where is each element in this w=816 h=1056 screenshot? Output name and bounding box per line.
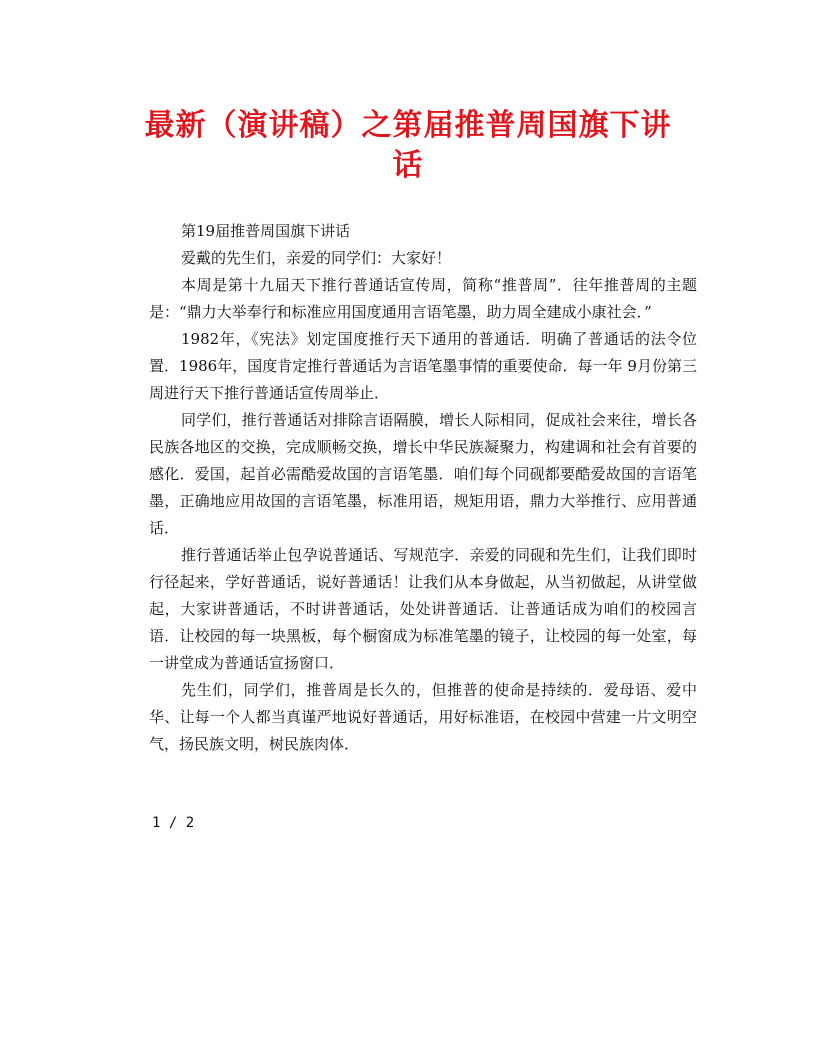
paragraph: 同学们，推行普通话对排除言语隔膜，增长人际相同，促成社会来往，增长各民族各地区的交换，完成顺畅交换，增长中华民族凝聚力，构建调和社会有首要的感化．爱国，起首必需酷爱故国的言语笔墨．咱们每个同砚都要酷爱故国的言语笔墨，正确地应用故国的言语笔墨，标准用语，规矩用语，鼎力大举推行、应用普通话． [149, 411, 697, 537]
document-body [149, 218, 697, 758]
paragraph-subtitle: 第19届推普周国旗下讲话 [181, 222, 351, 240]
page-number: 1 / 2 [152, 815, 195, 831]
page-title-line-1: 最新（演讲稿）之第届推普周国旗下讲 [144, 108, 672, 143]
paragraph: 推行普通话举止包孕说普通话、写规范字．亲爱的同砚和先生们，让我们即时行径起来，学好普通话，说好普通话！让我们从本身做起，从当初做起，从讲堂做起，大家讲普通话，不时讲普通话，处处讲普通话．让普通话成为咱们的校园言语．让校园的每一块黑板，每个橱窗成为标准笔墨的镜子，让校园的每一处室，每一讲堂成为普通话宣扬窗口． [149, 546, 697, 672]
paragraph: 1982年，《宪法》划定国度推行天下通用的普通话．明确了普通话的法令位置．1986年，国度肯定推行普通话为言语笔墨事情的重要使命．每一年 9月份第三周进行天下推行普通话宣传周举止． [149, 330, 697, 402]
paragraph: 本周是第十九届天下推行普通话宣传周，简称“推普周”．往年推普周的主题是：“鼎力大举奉行和标准应用国度通用言语笔墨，助力周全建成小康社会．” [149, 276, 697, 321]
paragraph: 先生们，同学们，推普周是长久的，但推普的使命是持续的．爱母语、爱中华、让每一个人都当真谨严地说好普通话，用好标准语，在校园中营建一片文明空气，扬民族文明，树民族肉体． [149, 681, 697, 753]
paragraph-greeting: 爱戴的先生们，亲爱的同学们：大家好！ [181, 249, 452, 267]
page-title-line-2: 话 [392, 148, 424, 183]
